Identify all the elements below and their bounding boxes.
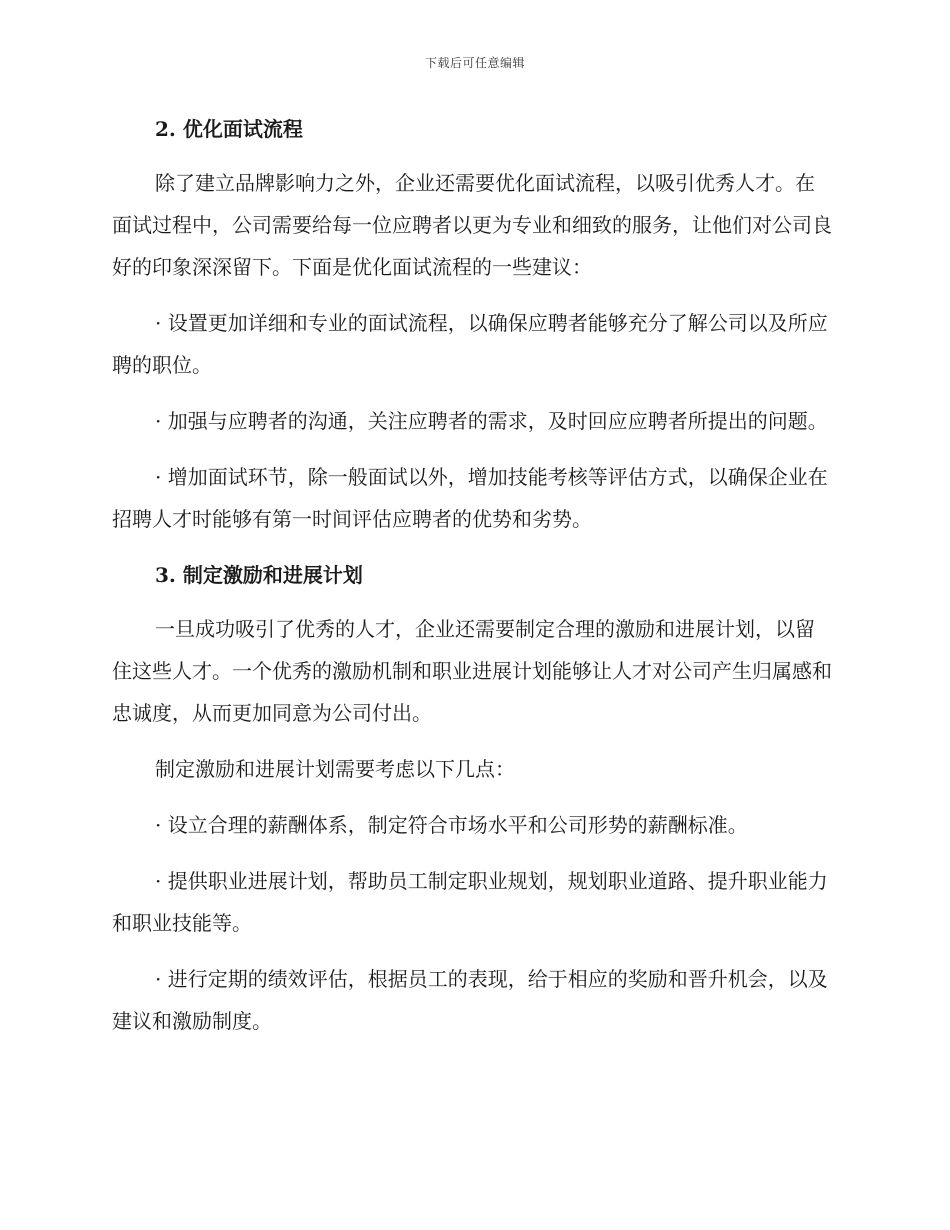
bullet-item: · 提供职业进展计划，帮助员工制定职业规划，规划职业道路、提升职业能力和职业技能等。 [112, 869, 828, 935]
paragraph: 一旦成功吸引了优秀的人才，企业还需要制定合理的激励和进展计划，以留住这些人才。一个优秀的激励机制和职业进展计划能够让人才对公司产生归属感和忠诚度，从而更加同意为公司付出。 [112, 617, 832, 725]
section-heading: 2. 优化面试流程 [155, 117, 303, 141]
paragraph: 除了建立品牌影响力之外，企业还需要优化面试流程，以吸引优秀人才。在面试过程中，公司需要给每一位应聘者以更为专业和细致的服务，让他们对公司良好的印象深深留下。下面是优化面试流程的一些建议： [112, 171, 832, 279]
header-note: 下载后可任意编辑 [424, 56, 525, 70]
bullet-item: · 进行定期的绩效评估，根据员工的表现，给于相应的奖励和晋升机会，以及建议和激励制度。 [112, 967, 828, 1033]
bullet-item: · 设置更加详细和专业的面试流程，以确保应聘者能够充分了解公司以及所应聘的职位。 [112, 311, 828, 377]
bullet-item: · 加强与应聘者的沟通，关注应聘者的需求，及时回应应聘者所提出的问题。 [155, 409, 828, 433]
paragraph: 制定激励和进展计划需要考虑以下几点： [155, 757, 515, 781]
bullet-item: · 设立合理的薪酬体系，制定符合市场水平和公司形势的薪酬标准。 [155, 813, 748, 837]
section-heading: 3. 制定激励和进展计划 [155, 563, 363, 587]
bullet-item: · 增加面试环节，除一般面试以外，增加技能考核等评估方式，以确保企业在招聘人才时能够有第一时间评估应聘者的优势和劣势。 [112, 465, 828, 531]
document-body [112, 108, 832, 1042]
